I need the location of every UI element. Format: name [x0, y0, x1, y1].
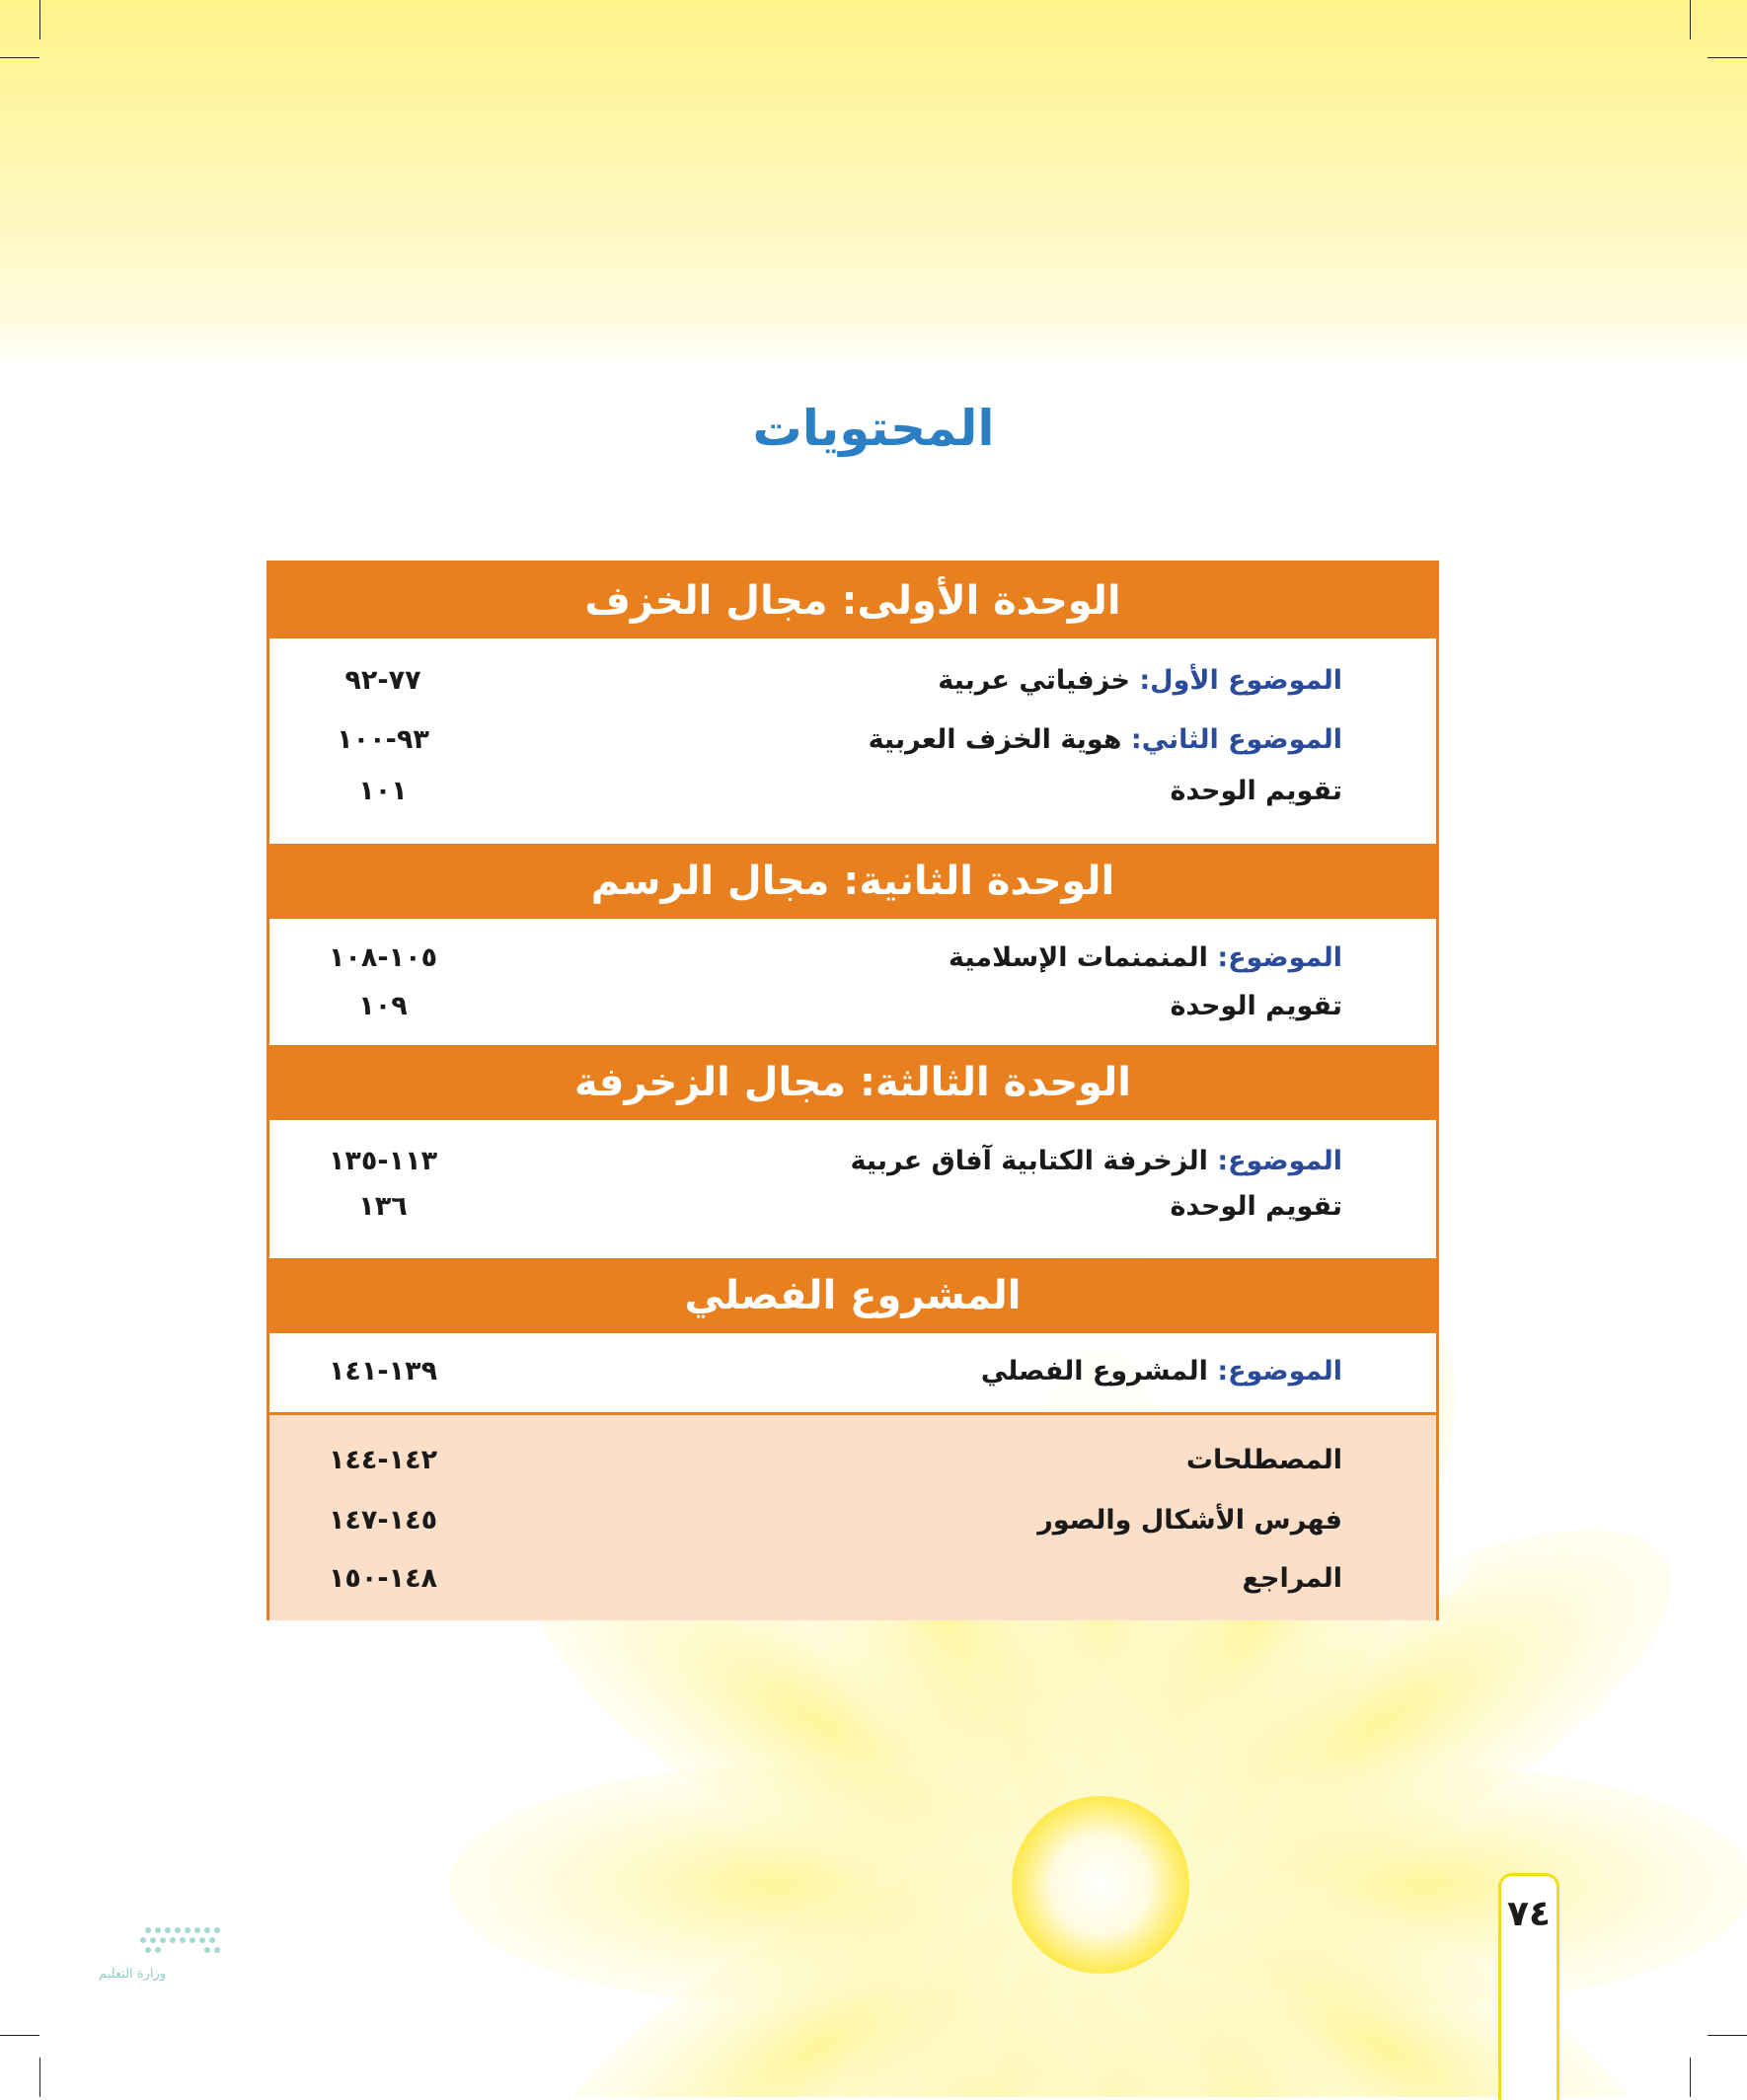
- trim-mark: [39, 2058, 40, 2097]
- toc-row[interactable]: [269, 1563, 1436, 1603]
- trim-mark: [0, 57, 39, 58]
- topic-title: خزفياتي عربية: [938, 665, 1140, 696]
- toc-row[interactable]: [269, 1445, 1436, 1484]
- page-number: ٧٤: [1498, 1873, 1559, 2100]
- toc-row-label: [869, 724, 1342, 755]
- page-range: ١٤٥-١٤٧: [328, 1505, 438, 1536]
- unit-heading: الوحدة الثانية: مجال الرسم: [269, 844, 1436, 919]
- page-range: ١٣٩-١٤١: [328, 1356, 438, 1387]
- trim-mark: [0, 2035, 39, 2036]
- page-range: ٩٣-١٠٠: [337, 724, 429, 755]
- unit-heading: الوحدة الثالثة: مجال الزخرفة: [269, 1045, 1436, 1120]
- topic-title: هوية الخزف العربية: [868, 724, 1131, 755]
- unit-heading: الوحدة الأولى: مجال الخزف: [269, 563, 1436, 638]
- page-range: ١٠٥-١٠٨: [328, 942, 438, 973]
- toc-row-label: المصطلحات: [1185, 1445, 1342, 1475]
- trim-mark: [1690, 2058, 1691, 2097]
- toc-row-label: [1170, 1191, 1342, 1222]
- topic-keyword: الموضوع الأول:: [1139, 665, 1342, 696]
- toc-row[interactable]: [269, 991, 1436, 1030]
- trim-mark: [1690, 0, 1691, 39]
- toc-row-label: [1170, 776, 1342, 806]
- toc-row[interactable]: [269, 1356, 1436, 1395]
- toc-row-label: فهرس الأشكال والصور: [1037, 1505, 1342, 1536]
- topic-title: تقويم الوحدة: [1170, 1191, 1342, 1222]
- topic-keyword: الموضوع:: [1217, 1356, 1342, 1387]
- page-range: ٧٧-٩٢: [344, 665, 421, 696]
- toc-row-label: [1170, 991, 1342, 1021]
- toc-row-label: [981, 1356, 1342, 1387]
- toc-row[interactable]: [269, 942, 1436, 982]
- topic-title: الزخرفة الكتابية آفاق عربية: [850, 1146, 1218, 1176]
- page-range: ١٣٦: [358, 1191, 408, 1222]
- topic-title: المنمنمات الإسلامية: [948, 942, 1218, 973]
- topic-title: تقويم الوحدة: [1170, 776, 1342, 806]
- topic-keyword: الموضوع:: [1217, 1146, 1342, 1176]
- topic-title: المشروع الفصلي: [980, 1356, 1218, 1387]
- toc-row-label: [938, 665, 1342, 696]
- toc-row[interactable]: [269, 1191, 1436, 1231]
- page-range: ١٤٢-١٤٤: [328, 1445, 438, 1475]
- toc-row[interactable]: [269, 1505, 1436, 1544]
- page-title: المحتويات: [752, 400, 995, 457]
- toc-row-label: [850, 1146, 1342, 1176]
- unit-heading: المشروع الفصلي: [269, 1258, 1436, 1333]
- table-of-contents: [266, 561, 1439, 1620]
- toc-row[interactable]: [269, 665, 1436, 705]
- trim-mark: [1708, 2035, 1747, 2036]
- toc-row[interactable]: [269, 724, 1436, 764]
- toc-row[interactable]: [269, 1146, 1436, 1185]
- topic-title: تقويم الوحدة: [1170, 991, 1342, 1021]
- appendix-section: [269, 1412, 1436, 1620]
- toc-row[interactable]: [269, 776, 1436, 815]
- topic-keyword: الموضوع:: [1217, 942, 1342, 973]
- toc-row-label: المراجع: [1242, 1563, 1342, 1594]
- page-range: ١١٣-١٣٥: [328, 1146, 438, 1176]
- toc-row-label: [949, 942, 1342, 973]
- page-range: ١٠١: [358, 776, 408, 806]
- ministry-logo-text: وزارة التعليم: [99, 1967, 167, 1982]
- page-range: ١٠٩: [358, 991, 408, 1021]
- topic-keyword: الموضوع الثاني:: [1130, 724, 1342, 755]
- page-range: ١٤٨-١٥٠: [328, 1563, 438, 1594]
- trim-mark: [1708, 57, 1747, 58]
- trim-mark: [39, 0, 40, 39]
